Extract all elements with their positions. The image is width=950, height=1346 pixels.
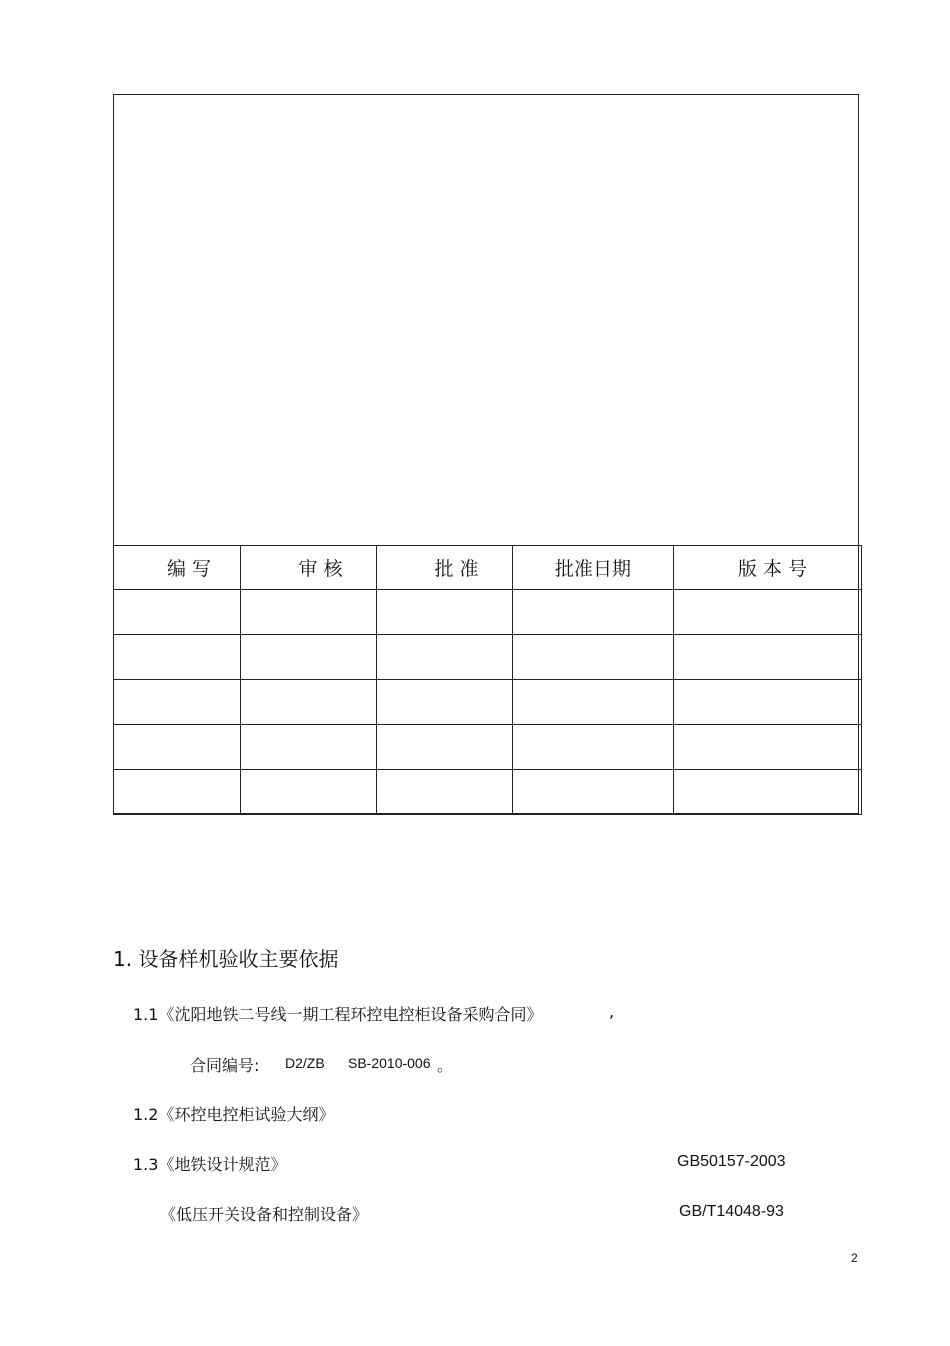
header-reviewer: 审 核 [241, 546, 377, 590]
contract-label: 合同编号: [190, 1056, 260, 1075]
item-1-1: 1.1《沈阳地铁二号线一期工程环控电控柜设备采购合同》 [133, 1005, 543, 1024]
table-row [114, 725, 862, 770]
header-author: 编 写 [114, 546, 241, 590]
contract-number-b: SB-2010-006 [348, 1055, 431, 1071]
page-number: 2 [851, 1251, 858, 1265]
section-heading: 1. 设备样机验收主要依据 [113, 947, 339, 971]
table-header-row [114, 546, 862, 590]
item-1-3b-standard-code: GB/T14048-93 [679, 1203, 784, 1220]
contract-end-mark: 。 [437, 1056, 454, 1075]
item-1-3b: 《低压开关设备和控制设备》 [160, 1205, 369, 1224]
item-1-3: 1.3《地铁设计规范》 [133, 1155, 287, 1174]
item-1-3-standard-code: GB50157-2003 [677, 1153, 786, 1170]
table-row [114, 680, 862, 725]
header-version: 版 本 号 [674, 546, 862, 590]
table-row [114, 590, 862, 635]
header-approval-date: 批准日期 [513, 546, 674, 590]
header-approver: 批 准 [377, 546, 513, 590]
table-row [114, 770, 862, 815]
item-1-2: 1.2《环控电控柜试验大纲》 [133, 1105, 335, 1124]
item-1-1-comma: , [609, 1002, 615, 1021]
contract-number-a: D2/ZB [285, 1055, 325, 1071]
approval-table [113, 545, 862, 815]
table-row [114, 635, 862, 680]
